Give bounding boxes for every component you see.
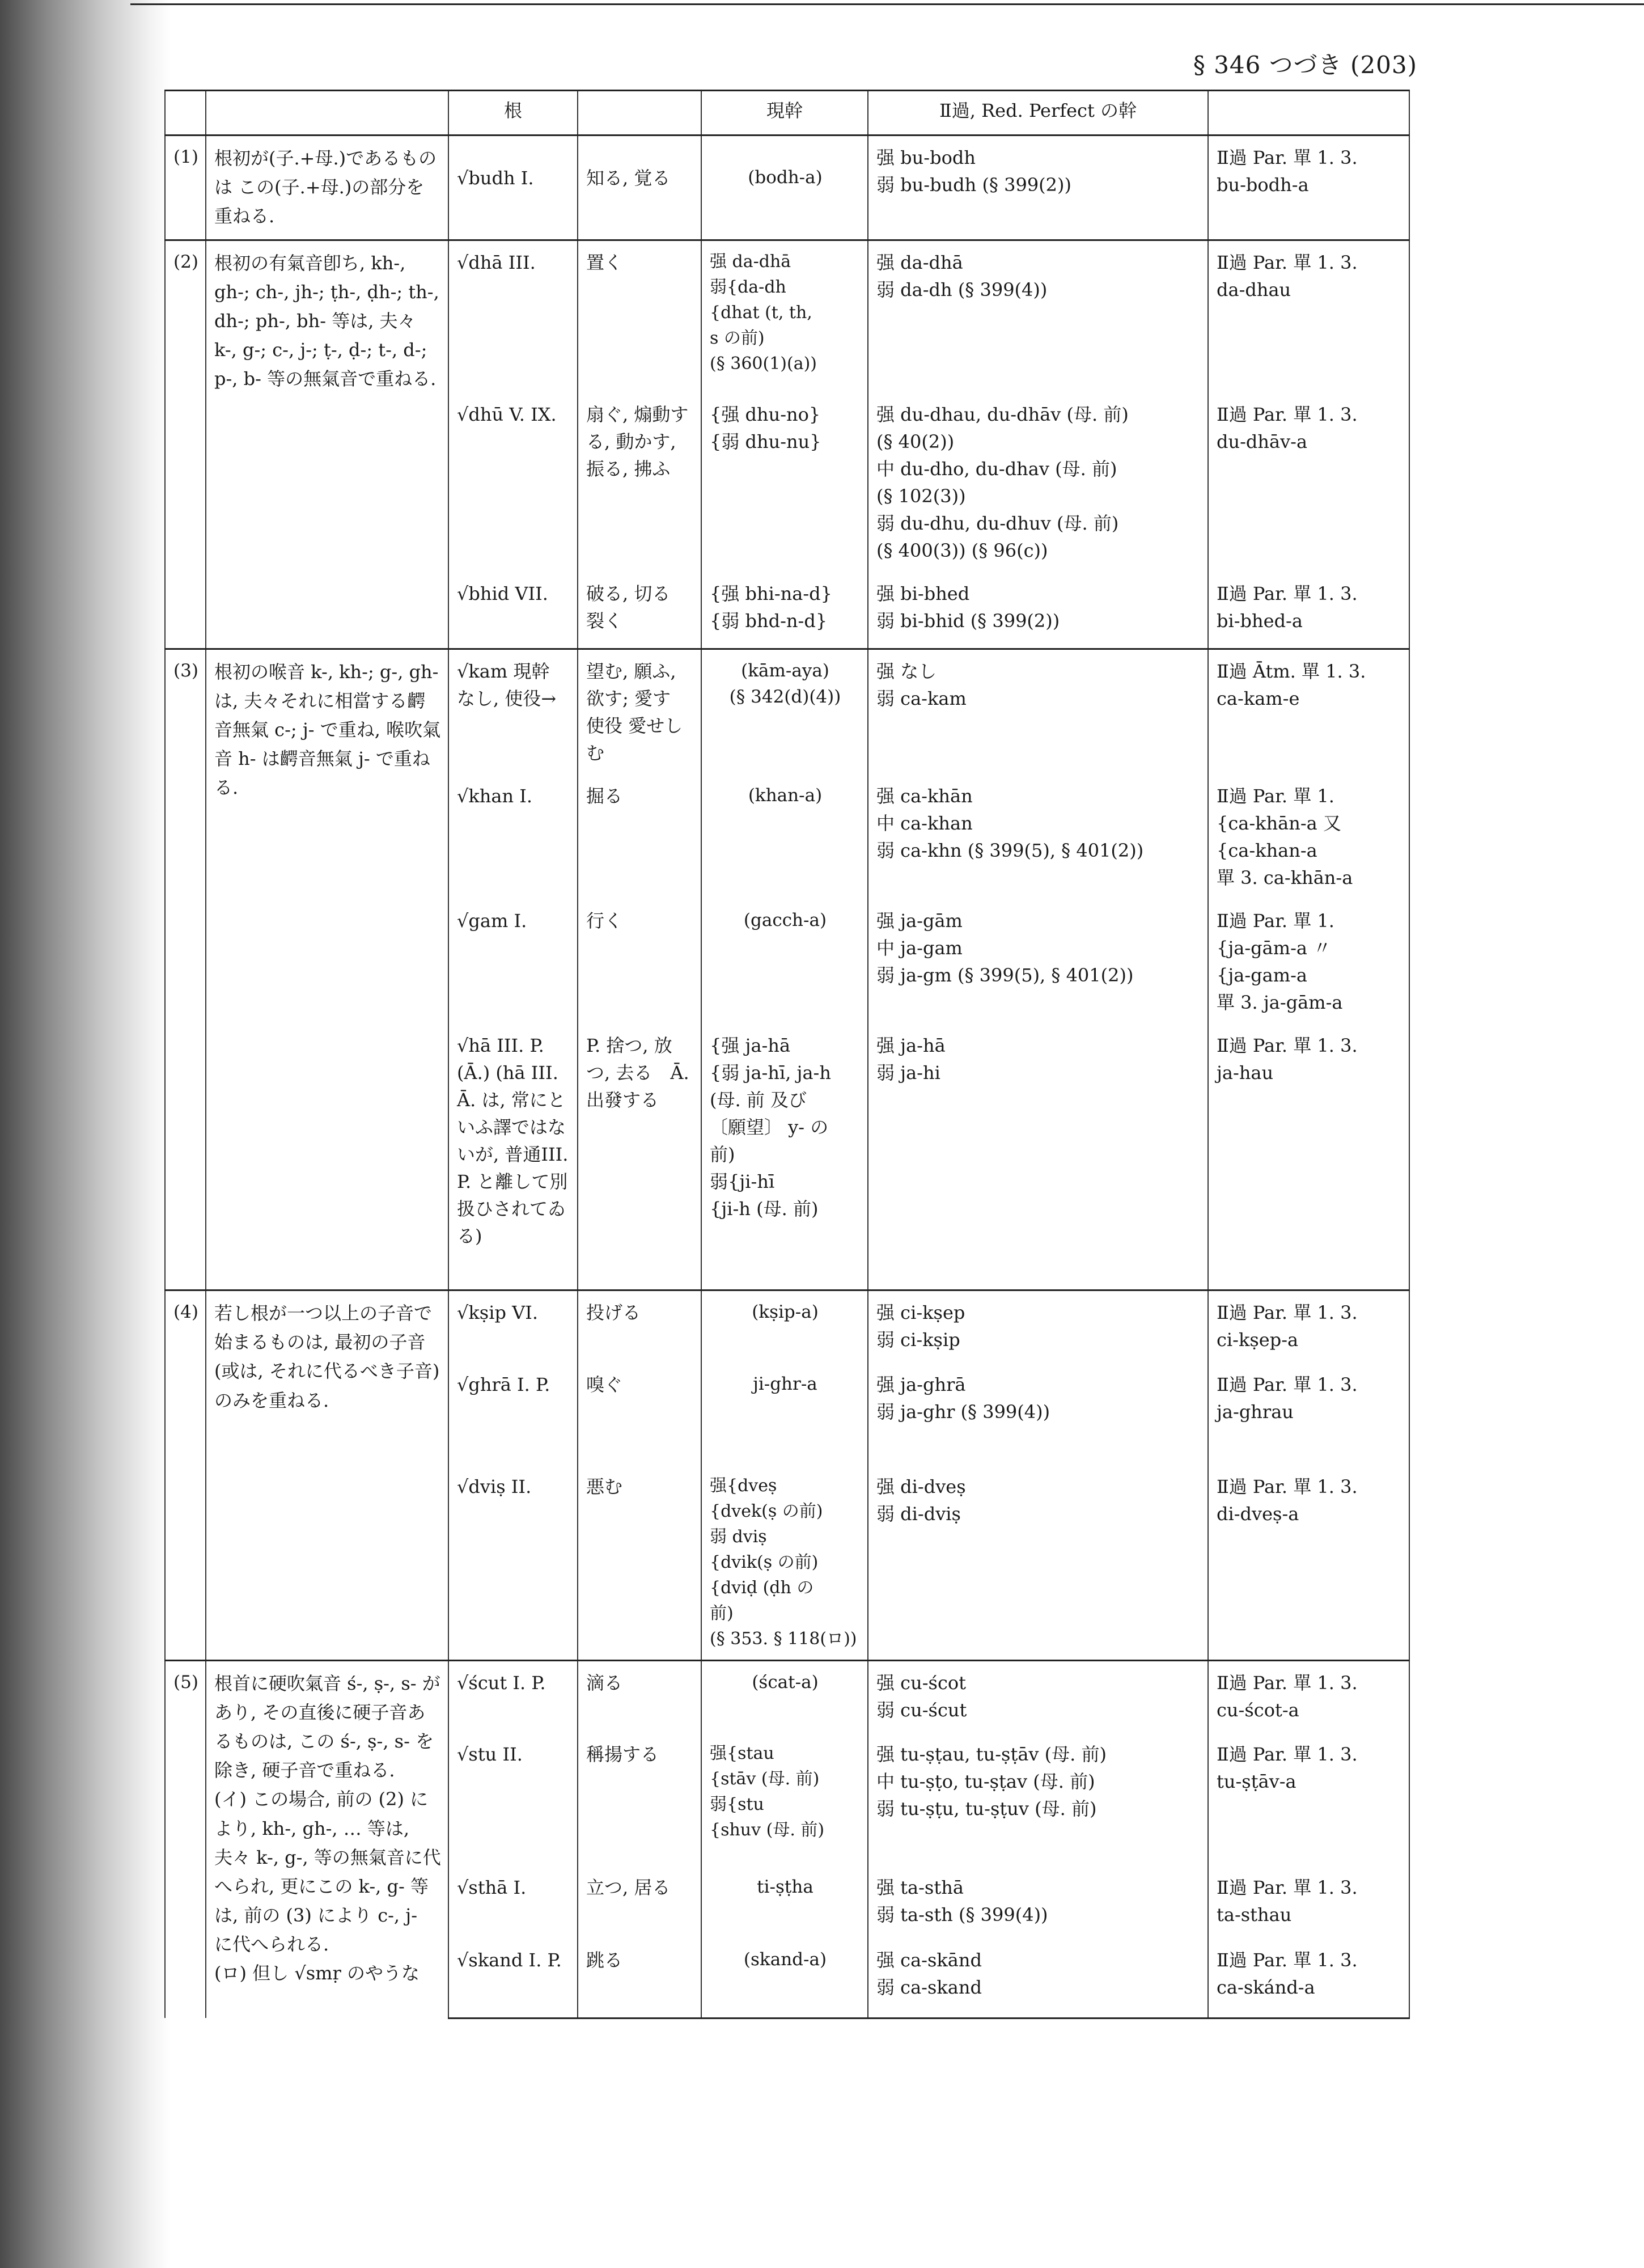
present-stem-cell [701, 1866, 868, 1939]
stem-line: (§ 360(1)(a)) [710, 353, 817, 374]
stem-line: (§ 40(2)) [876, 431, 955, 453]
perfect-stem-cell [868, 1660, 1208, 1733]
root-cell: √sthā I. [448, 1866, 578, 1939]
stem-line: 强 ca-skānd [876, 1949, 982, 1971]
example-cell [1208, 1660, 1409, 1733]
present-stem-cell [701, 1363, 868, 1465]
meaning-cell: 掘る [578, 775, 701, 899]
stem-line: 弱 ca-kam [876, 687, 967, 709]
stem-line: 弱 di-dviṣ [876, 1503, 961, 1525]
stem-line: {强 dhu-no} [710, 404, 821, 426]
meaning-cell: 行く [578, 899, 701, 1024]
header-col-root: 根 [448, 91, 578, 136]
stem-line: {shuv (母. 前) [710, 1820, 825, 1840]
rule-number: (2) [165, 240, 206, 649]
stem-line: 强 bi-bhed [876, 583, 970, 605]
perfect-stem-cell [868, 1939, 1208, 2018]
rule-number: (4) [165, 1290, 206, 1661]
stem-line: 强 ca-khān [876, 785, 973, 807]
stem-line: {dvik(ṣ の前) [710, 1552, 819, 1572]
perfect-stem-cell [868, 136, 1208, 240]
example-cell [1208, 1939, 1409, 2018]
example-line: bi-bhed-a [1217, 610, 1303, 632]
rule-number: (1) [165, 136, 206, 240]
stem-line: 强 bu-bodh [876, 147, 976, 168]
meaning-cell: 立つ, 居る [578, 1866, 701, 1939]
root-cell: √kṣip VI. [448, 1290, 578, 1363]
stem-line: 弱 cu-ścut [876, 1699, 967, 1721]
perfect-stem-cell [868, 649, 1208, 775]
example-line: Ⅱ過 Par. 單 1. 3. [1217, 1877, 1358, 1899]
present-stem-cell [701, 899, 868, 1024]
example-cell [1208, 136, 1409, 240]
root-cell: √bhid VII. [448, 572, 578, 649]
example-line: {ca-khān-a 又 [1217, 812, 1341, 834]
root-cell: √ghrā I. P. [448, 1363, 578, 1465]
perfect-stem-cell [868, 393, 1208, 572]
example-line: ta-sthau [1217, 1904, 1292, 1926]
present-stem-cell [701, 1660, 868, 1733]
stem-line: {dhat (t, th, [710, 302, 812, 323]
example-cell [1208, 899, 1409, 1024]
stem-line: 强 du-dhau, du-dhāv (母. 前) [876, 404, 1129, 426]
page-edge-shadow [0, 0, 170, 2268]
stem-line: 中 ja-gam [876, 937, 963, 959]
stem-line: 中 ca-khan [876, 812, 973, 834]
example-line: Ⅱ過 Par. 單 1. [1217, 909, 1334, 932]
perfect-stem-cell [868, 899, 1208, 1024]
example-cell [1208, 1866, 1409, 1939]
page-top-rule [130, 3, 1644, 5]
rule-subnote: (イ) この場合, 前の (2) により, kh-, gh-, … 等は, 夫々 k-, g-, 等の無氣音に代へられ, 更にこの k-, g- 等は, 前の (3) により c-, j- に代へられる. [214, 1788, 441, 1956]
present-stem-cell [701, 572, 868, 649]
present-stem-cell [701, 1733, 868, 1866]
example-cell [1208, 1290, 1409, 1363]
stem-line: 弱 du-dhu, du-dhuv (母. 前) [876, 513, 1119, 535]
verb-table [164, 90, 1410, 2019]
perfect-stem-cell [868, 1290, 1208, 1363]
stem-line: 弱 ta-sth (§ 399(4)) [876, 1904, 1048, 1926]
stem-line: (§ 102(3)) [876, 485, 966, 507]
present-stem-cell [701, 1290, 868, 1363]
stem-line: 弱 ca-skand [876, 1977, 982, 1999]
perfect-stem-cell [868, 1024, 1208, 1290]
example-line: Ⅱ過 Par. 單 1. 3. [1217, 1672, 1358, 1694]
stem-line: 弱 dviṣ [710, 1526, 767, 1547]
rule-description: 根初の喉音 k-, kh-; g-, gh- は, 夫々それに相當する齶音無氣 c-; j- で重ね, 喉吹氣音 h- は齶音無氣 j- で重ねる. [206, 649, 448, 1290]
root-cell: √budh I. [448, 136, 578, 240]
example-cell [1208, 393, 1409, 572]
root-cell: √hā III. P. (Ā.) (hā III. Ā. は, 常にといふ譯ではないが, 普通III. P. と離して別扱ひされてゐる) [448, 1024, 578, 1290]
stem-line: 强 ci-kṣep [876, 1302, 965, 1324]
meaning-cell: 滴る [578, 1660, 701, 1733]
stem-line: 强 da-dhā [710, 251, 791, 272]
stem-line: (§ 400(3)) (§ 96(c)) [876, 540, 1048, 562]
rule-number: (5) [165, 1660, 206, 2018]
root-cell: √dhā III. [448, 240, 578, 393]
example-line: 單 3. ca-khān-a [1217, 866, 1353, 888]
example-line: da-dhau [1217, 278, 1291, 301]
stem-line: 强 da-dhā [876, 251, 963, 273]
stem-line: {强 ja-hā [710, 1034, 791, 1056]
example-line: Ⅱ過 Par. 單 1. 3. [1217, 251, 1358, 273]
stem-line: {强 bhi-na-d} [710, 583, 833, 605]
example-line: {ja-gam-a [1217, 964, 1307, 986]
present-stem-cell [701, 1024, 868, 1290]
perfect-stem-cell [868, 1363, 1208, 1465]
example-line: ci-kṣep-a [1217, 1329, 1299, 1351]
root-cell: √skand I. P. [448, 1939, 578, 2018]
stem-line: 前) [710, 1143, 735, 1165]
meaning-cell: 投げる [578, 1290, 701, 1363]
present-stem-cell [701, 240, 868, 393]
stem-line: (kṣip-a) [752, 1302, 819, 1323]
rule-subnote: (ロ) 但し √smṛ のやうな [214, 1962, 420, 1984]
present-stem-cell [701, 136, 868, 240]
stem-line: {dvek(ṣ の前) [710, 1501, 823, 1521]
stem-line: ji-ghr-a [753, 1373, 817, 1394]
example-line: ja-hau [1217, 1061, 1274, 1084]
example-cell [1208, 1733, 1409, 1866]
example-line: Ⅱ過 Par. 單 1. 3. [1217, 1373, 1358, 1395]
example-line: Ⅱ過 Par. 單 1. 3. [1217, 1744, 1358, 1766]
perfect-stem-cell [868, 1733, 1208, 1866]
example-cell [1208, 1024, 1409, 1290]
stem-line: 弱 ci-kṣip [876, 1329, 960, 1351]
meaning-cell: 知る, 覚る [578, 136, 701, 240]
stem-line: 弱 bi-bhid (§ 399(2)) [876, 610, 1060, 632]
example-line: ca-skánd-a [1217, 1977, 1315, 1999]
example-line: {ja-gām-a 〃 [1217, 937, 1332, 959]
root-cell: √dviṣ II. [448, 1465, 578, 1661]
stem-line: {弱 dhu-nu} [710, 431, 821, 453]
stem-line: {stāv (母. 前) [710, 1769, 820, 1789]
stem-line: 强 なし [876, 660, 937, 682]
header-col-description [206, 91, 448, 136]
header-col-perfect-stem: Ⅱ過, Red. Perfect の幹 [868, 91, 1208, 136]
root-cell: √khan I. [448, 775, 578, 899]
stem-line: {ji-h (母. 前) [710, 1198, 819, 1220]
example-line: Ⅱ過 Par. 單 1. 3. [1217, 147, 1358, 168]
rule-description: 根初が(子.+母.)であるものは この(子.+母.)の部分を重ねる. [206, 136, 448, 240]
example-line: bu-bodh-a [1217, 174, 1309, 196]
stem-line: {弱 ja-hī, ja-h [710, 1061, 831, 1084]
present-stem-cell [701, 1465, 868, 1661]
stem-line: 中 du-dho, du-dhav (母. 前) [876, 458, 1117, 480]
example-cell [1208, 572, 1409, 649]
stem-line: 强 ja-hā [876, 1034, 946, 1056]
present-stem-cell [701, 775, 868, 899]
perfect-stem-cell [868, 1465, 1208, 1661]
meaning-cell: 悪む [578, 1465, 701, 1661]
stem-line: (母. 前 及び [710, 1089, 807, 1111]
header-col-number [165, 91, 206, 136]
meaning-cell: 跳る [578, 1939, 701, 2018]
stem-line: {弱 bhd-n-d} [710, 610, 828, 632]
stem-line: (ścat-a) [752, 1672, 819, 1692]
root-cell: √ścut I. P. [448, 1660, 578, 1733]
meaning-cell: 嗅ぐ [578, 1363, 701, 1465]
stem-line: 弱 ja-gm (§ 399(5), § 401(2)) [876, 964, 1134, 986]
example-line: Ⅱ過 Par. 單 1. 3. [1217, 1949, 1358, 1971]
table-row [165, 1290, 1409, 1363]
root-cell: √gam I. [448, 899, 578, 1024]
meaning-cell: 扇ぐ, 煽動する, 動かす, 振る, 拂ふ [578, 393, 701, 572]
meaning-cell: 置く [578, 240, 701, 393]
stem-line: 弱{ji-hī [710, 1170, 775, 1192]
page-heading: § 346 つづき (203) [1193, 51, 1417, 79]
stem-line: 弱 ca-khn (§ 399(5), § 401(2)) [876, 839, 1144, 861]
table-header-row [165, 91, 1409, 136]
example-line: du-dhāv-a [1217, 431, 1308, 453]
table-row [165, 1660, 1409, 1733]
stem-line: 强 ja-gām [876, 909, 963, 932]
example-cell [1208, 775, 1409, 899]
stem-line: 弱 bu-budh (§ 399(2)) [876, 174, 1071, 196]
example-line: Ⅱ過 Par. 單 1. 3. [1217, 1034, 1358, 1056]
example-cell [1208, 1465, 1409, 1661]
example-line: Ⅱ過 Par. 單 1. 3. [1217, 583, 1358, 605]
stem-line: 强 ja-ghrā [876, 1373, 966, 1395]
present-stem-cell [701, 393, 868, 572]
stem-line: 弱 tu-ṣṭu, tu-ṣṭuv (母. 前) [876, 1798, 1097, 1820]
example-line: {ca-khan-a [1217, 839, 1317, 861]
meaning-cell: 破る, 切る 裂く [578, 572, 701, 649]
root-cell: √stu II. [448, 1733, 578, 1866]
table-row [165, 240, 1409, 393]
stem-line: s の前) [710, 328, 765, 348]
example-line: Ⅱ過 Ātm. 單 1. 3. [1217, 660, 1366, 682]
perfect-stem-cell [868, 572, 1208, 649]
example-cell [1208, 240, 1409, 393]
present-stem-cell [701, 649, 868, 775]
example-line: ja-ghrau [1217, 1400, 1294, 1423]
perfect-stem-cell [868, 240, 1208, 393]
stem-line: ti-ṣṭha [757, 1877, 813, 1898]
meaning-cell: P. 捨つ, 放つ, 去る Ā. 出發する [578, 1024, 701, 1290]
stem-line: (gacch-a) [743, 909, 827, 930]
rule-description: 根初の有氣音卽ち, kh-, gh-; ch-, jh-; ṭh-, ḍh-; th-, dh-; ph-, bh- 等は, 夫々 k-, g-; c-, j-; ṭ-, ḍ-; t-, d-; p-, b- 等の無氣音で重ねる. [206, 240, 448, 649]
stem-line: 强 tu-ṣṭau, tu-ṣṭāv (母. 前) [876, 1744, 1107, 1766]
stem-line: (§ 353. § 118(ロ)) [710, 1628, 857, 1649]
root-cell: √dhū V. IX. [448, 393, 578, 572]
header-col-example [1208, 91, 1409, 136]
stem-line: 前) [710, 1603, 734, 1623]
example-cell [1208, 1363, 1409, 1465]
stem-line: 弱{da-dh [710, 277, 786, 297]
rule-description [206, 1660, 448, 2018]
present-stem-cell [701, 1939, 868, 2018]
stem-line: 强{stau [710, 1744, 774, 1764]
header-col-meaning [578, 91, 701, 136]
stem-line: 弱 ja-hi [876, 1061, 940, 1084]
stem-line: (§ 342(d)(4)) [729, 687, 841, 708]
stem-line: 弱{stu [710, 1795, 764, 1815]
example-line: cu-ścot-a [1217, 1699, 1299, 1721]
stem-line: 〔願望〕 y- の [710, 1116, 829, 1138]
table-row [165, 649, 1409, 775]
stem-line: (skand-a) [743, 1949, 827, 1970]
root-cell: √kam 現幹 なし, 使役→ [448, 649, 578, 775]
rule-description: 若し根が一つ以上の子音で始まるものは, 最初の子音(或は, それに代るべき子音)のみを重ねる. [206, 1290, 448, 1661]
perfect-stem-cell [868, 1866, 1208, 1939]
stem-line: 中 tu-ṣṭo, tu-ṣṭav (母. 前) [876, 1771, 1095, 1793]
table-row [165, 136, 1409, 240]
example-line: 單 3. ja-gām-a [1217, 991, 1343, 1013]
stem-line: 强{dveṣ [710, 1475, 777, 1496]
stem-line: 强 cu-ścot [876, 1672, 966, 1694]
stem-line: {dviḍ (ḍh の [710, 1577, 814, 1598]
example-line: Ⅱ過 Par. 單 1. [1217, 785, 1334, 807]
stem-line: 弱 da-dh (§ 399(4)) [876, 278, 1048, 301]
meaning-cell: 稱揚する [578, 1733, 701, 1866]
stem-line: 弱 ja-ghr (§ 399(4)) [876, 1400, 1050, 1423]
stem-line: (khan-a) [748, 785, 823, 806]
stem-line: (kām-aya) [741, 660, 829, 681]
example-line: ca-kam-e [1217, 687, 1300, 709]
example-cell [1208, 649, 1409, 775]
meaning-cell: 望む, 願ふ, 欲す; 愛す 使役 愛せしむ [578, 649, 701, 775]
stem-line: 强 ta-sthā [876, 1877, 964, 1899]
example-line: Ⅱ過 Par. 單 1. 3. [1217, 1475, 1358, 1497]
stem-line: 强 di-dveṣ [876, 1475, 966, 1497]
rule-description-text: 根首に硬吹氣音 ś-, ṣ-, s- があり, その直後に硬子音あるものは, この ś-, ṣ-, s- を除き, 硬子音で重ねる. [214, 1672, 440, 1782]
example-line: Ⅱ過 Par. 單 1. 3. [1217, 1302, 1358, 1324]
example-line: tu-ṣṭāv-a [1217, 1771, 1296, 1793]
rule-number: (3) [165, 649, 206, 1290]
example-line: di-dveṣ-a [1217, 1503, 1299, 1525]
perfect-stem-cell [868, 775, 1208, 899]
header-col-present-stem: 現幹 [701, 91, 868, 136]
stem-line: (bodh-a) [748, 167, 823, 188]
example-line: Ⅱ過 Par. 單 1. 3. [1217, 404, 1358, 426]
